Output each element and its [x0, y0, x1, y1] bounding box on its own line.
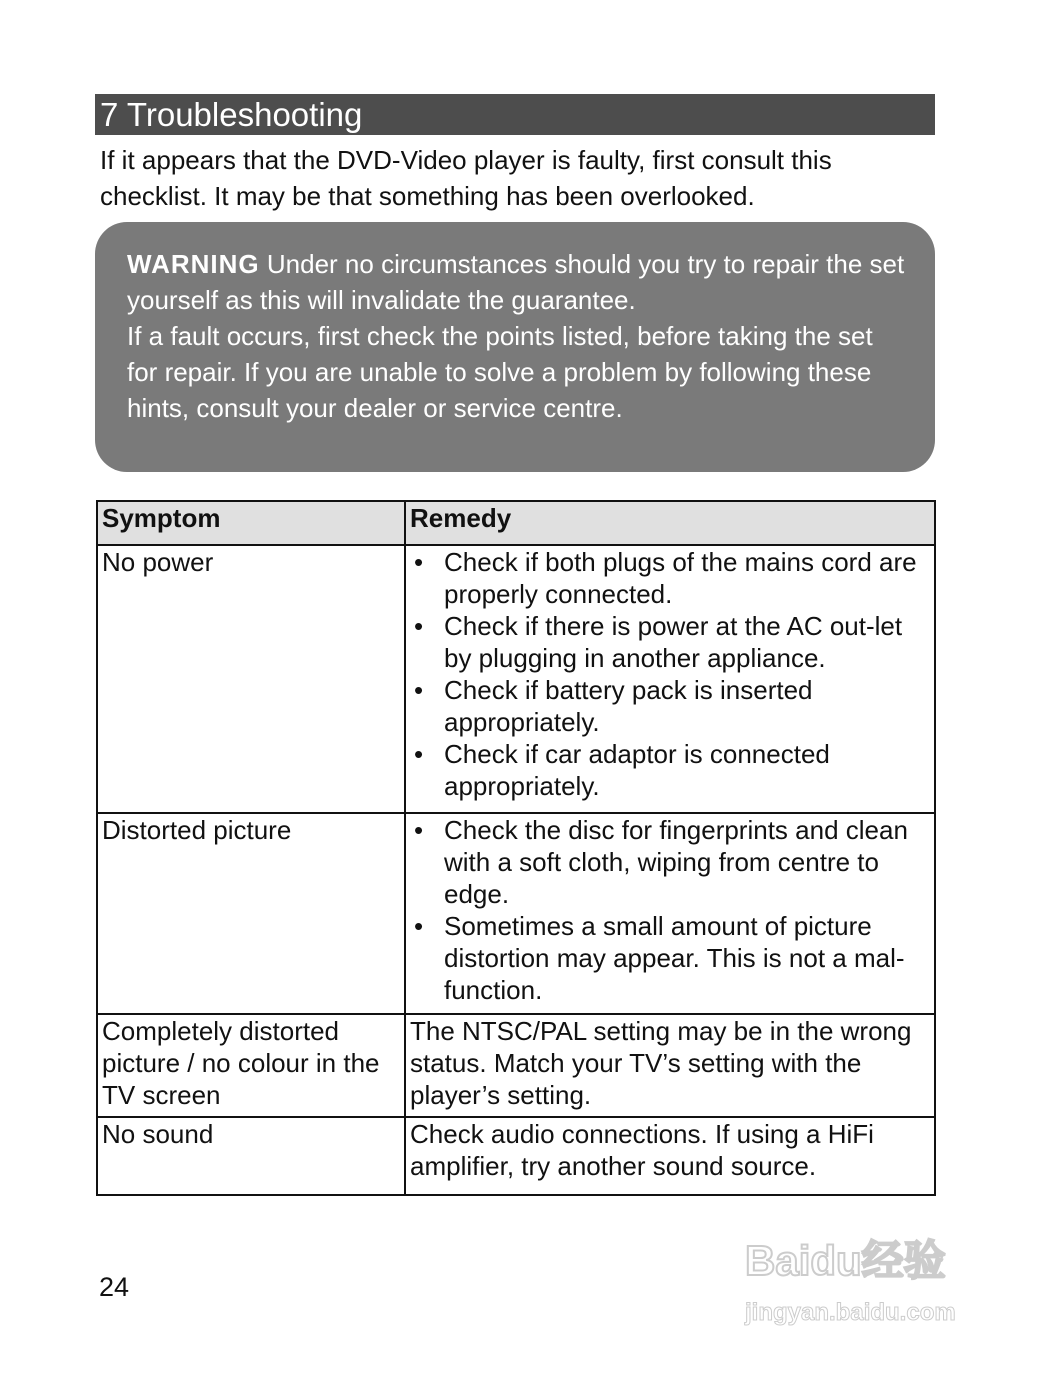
- remedy-cell: [405, 813, 935, 1014]
- remedy-item: • Check the disc for fingerprints and clean with a soft cloth, wiping from centre to edge.: [444, 814, 930, 910]
- warning-label: WARNING: [127, 249, 260, 279]
- table-row: [97, 1014, 935, 1117]
- remedy-cell: The NTSC/PAL setting may be in the wrong status. Match your TV’s setting with the player’s setting.: [405, 1014, 935, 1117]
- watermark-url: jingyan.baidu.com: [745, 1299, 956, 1326]
- intro-text: If it appears that the DVD-Video player is faulty, first consult this checklist. It may be that something has been overlooked.: [100, 145, 832, 211]
- page-number: 24: [99, 1272, 130, 1302]
- warning-box: [95, 222, 935, 472]
- header-symptom: Symptom: [97, 501, 405, 545]
- watermark-logo: Baidu经验: [745, 1237, 946, 1284]
- warning-text: Under no circumstances should you try to repair the set yourself as this will invalidate the guarantee.: [127, 249, 905, 315]
- remedy-cell: Check audio connections. If using a HiFi amplifier, try another sound source.: [405, 1117, 935, 1195]
- table-row: [97, 1117, 935, 1195]
- header-remedy: Remedy: [405, 501, 935, 545]
- symptom-cell: Completely distorted picture / no colour in the TV screen: [97, 1014, 405, 1117]
- remedy-item: • Check if car adaptor is connected appropriately.: [444, 738, 930, 802]
- table-header: [97, 501, 935, 545]
- remedy-item: • Check if battery pack is inserted appropriately.: [444, 674, 930, 738]
- troubleshooting-table: [96, 500, 936, 1196]
- remedy-cell: [405, 545, 935, 813]
- remedy-item: • Check if there is power at the AC out-let by plugging in another appliance.: [444, 610, 930, 674]
- table-row: [97, 545, 935, 813]
- symptom-cell: No sound: [97, 1117, 405, 1195]
- baidu-watermark: [740, 1236, 1000, 1356]
- remedy-item: • Sometimes a small amount of picture distortion may appear. This is not a mal-function.: [444, 910, 930, 1006]
- section-title: 7 Troubleshooting: [95, 94, 935, 135]
- table-row: [97, 813, 935, 1014]
- symptom-cell: No power: [97, 545, 405, 813]
- symptom-cell: Distorted picture: [97, 813, 405, 1014]
- warning-text-2: If a fault occurs, first check the points listed, before taking the set for repair. If you are unable to solve a problem by following these hints, consult your dealer or service centre.: [127, 321, 873, 423]
- remedy-item: • Check if both plugs of the mains cord are properly connected.: [444, 546, 930, 610]
